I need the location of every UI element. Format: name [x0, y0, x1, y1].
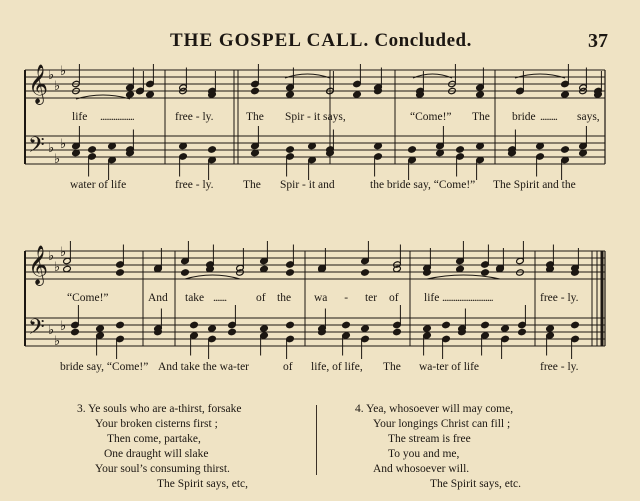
lyric-s1-b-5: the bride say, “Come!”: [370, 179, 476, 191]
note-head: [208, 146, 217, 153]
note-head: [208, 325, 217, 332]
note-head: [116, 269, 125, 276]
tie: [427, 275, 500, 279]
verse-4: [355, 402, 521, 492]
flat-icon: ♭: [54, 79, 61, 94]
flat-icon: ♭: [54, 260, 61, 275]
lyric-s2-t-3: take: [185, 292, 205, 304]
flat-icon: ♭: [60, 64, 67, 79]
verse-3-line: Your broken cisterns first ;: [95, 418, 218, 430]
lyric-s2-b-3: of: [283, 361, 293, 373]
lyric-s1-b-2: free - ly.: [175, 179, 214, 191]
note-head: [516, 269, 525, 276]
note-head: [286, 146, 295, 153]
note-head: [361, 269, 370, 276]
flat-icon: ♭: [48, 323, 55, 338]
flat-icon: ♭: [54, 334, 61, 349]
note-head: [126, 91, 135, 98]
verse-4-line: To you and me,: [388, 448, 460, 460]
note-head: [251, 87, 260, 94]
note-head: [190, 321, 199, 328]
lyric-s2-t-1: “Come!”: [67, 292, 109, 304]
lyric-s1-t-dots: ..................: [100, 111, 134, 123]
verse-4-line: The Spirit says, etc.: [430, 478, 522, 490]
lyric-s2-t-7: of: [389, 292, 399, 304]
flat-icon: ♭: [48, 68, 55, 83]
flat-icon: ♭: [60, 245, 67, 260]
tie: [185, 275, 240, 279]
lyric-s2-t-9: free - ly.: [540, 292, 579, 304]
verse-3-line: One draught will slake: [104, 448, 209, 460]
flat-icon: ♭: [48, 249, 55, 264]
lyric-s2-b-7: free - ly.: [540, 361, 579, 373]
flat-icon: ♭: [60, 137, 67, 152]
note-head: [561, 146, 570, 153]
note-head: [481, 269, 490, 276]
lyric-s2-t-5: the: [277, 292, 292, 304]
flat-icon: ♭: [60, 319, 67, 334]
note-head: [561, 91, 570, 98]
lyric-s2-t-2: And: [148, 292, 168, 304]
verse-3-line: Then come, partake,: [107, 433, 201, 445]
note-head: [286, 321, 295, 328]
lyric-s2-b-2: And take the wa-ter: [158, 361, 250, 373]
note-head: [342, 321, 351, 328]
bass-clef-icon: 𝄢: [28, 133, 45, 163]
note-head: [286, 269, 295, 276]
note-head: [481, 321, 490, 328]
verse-3-line: The Spirit says, etc,: [157, 478, 249, 490]
lyric-s2-t-8: life: [424, 292, 440, 304]
lyric-s1-t-5: “Come!”: [410, 111, 452, 123]
note-head: [571, 321, 580, 328]
clefs: [28, 64, 66, 349]
note-head: [228, 328, 237, 335]
hymn-title-subtitle: Concluded.: [374, 30, 472, 51]
note-head: [442, 321, 451, 328]
note-head: [71, 328, 80, 335]
lyric-s2-t-dots: .......: [213, 292, 227, 304]
lyric-s2-t-6: wa - ter: [314, 292, 378, 304]
note-head: [423, 325, 432, 332]
note-head: [88, 146, 97, 153]
lyric-s1-b-6: The Spirit and the: [493, 179, 576, 191]
note-head: [116, 321, 125, 328]
note-head: [96, 325, 105, 332]
lyric-s1-t-7: bride: [512, 111, 536, 123]
note-head: [393, 328, 402, 335]
note-head: [146, 91, 155, 98]
lyric-s1-t-2: free - ly.: [175, 111, 214, 123]
lyric-s2-t-dots2: ...........................: [442, 292, 493, 304]
lyric-s1-t-1: life: [72, 111, 88, 123]
lyric-s1-t-8: says,: [577, 111, 600, 123]
note-head: [260, 325, 269, 332]
treble-clef-icon: 𝄞: [28, 64, 49, 104]
lyric-s2-b-5: The: [383, 361, 401, 373]
verse-divider: [316, 405, 317, 475]
note-head: [361, 325, 370, 332]
note-head: [546, 325, 555, 332]
note-head: [181, 269, 190, 276]
lyric-s2-b-1: bride say, “Come!”: [60, 361, 149, 373]
lyric-s1-b-3: The: [243, 179, 261, 191]
verse-4-line: 4. Yea, whosoever will may come,: [355, 403, 514, 415]
note-head: [456, 146, 465, 153]
note-head: [501, 325, 510, 332]
lyric-s1-t-6: The: [472, 111, 490, 123]
flat-icon: ♭: [54, 152, 61, 167]
lyric-s1-t-3: The: [246, 111, 264, 123]
verse-3-line: Your soul’s consuming thirst.: [95, 463, 230, 475]
verse-3: [77, 402, 248, 492]
treble-clef-icon: 𝄞: [28, 245, 49, 285]
lyric-s2-b-6: wa-ter of life: [419, 361, 480, 373]
note-head: [353, 91, 362, 98]
note-head: [518, 328, 527, 335]
note-head: [476, 91, 485, 98]
lyric-s1-t-4: Spir - it says,: [285, 111, 346, 123]
lyric-s2-t-4: of: [256, 292, 266, 304]
verse-4-line: The stream is free: [388, 433, 471, 445]
flat-icon: ♭: [48, 141, 55, 156]
notes: [63, 64, 603, 359]
lyric-s1-b-4: Spir - it and: [280, 179, 335, 191]
verse-3-line: 3. Ye souls who are a-thirst, forsake: [77, 403, 242, 415]
lyric-s1-b-1: water of life: [70, 179, 127, 191]
lyric-s2-b-4: life, of life,: [311, 361, 363, 373]
note-head: [286, 91, 295, 98]
verse-4-line: Your longings Christ can fill ;: [373, 418, 511, 430]
hymn-title-main: THE GOSPEL CALL.: [170, 30, 370, 51]
verse-4-line: And whosoever will.: [373, 463, 470, 475]
lyric-s1-t-dots2: .........: [540, 111, 557, 123]
page-number: 37: [588, 30, 608, 52]
bass-clef-icon: 𝄢: [28, 315, 45, 345]
note-head: [408, 146, 417, 153]
